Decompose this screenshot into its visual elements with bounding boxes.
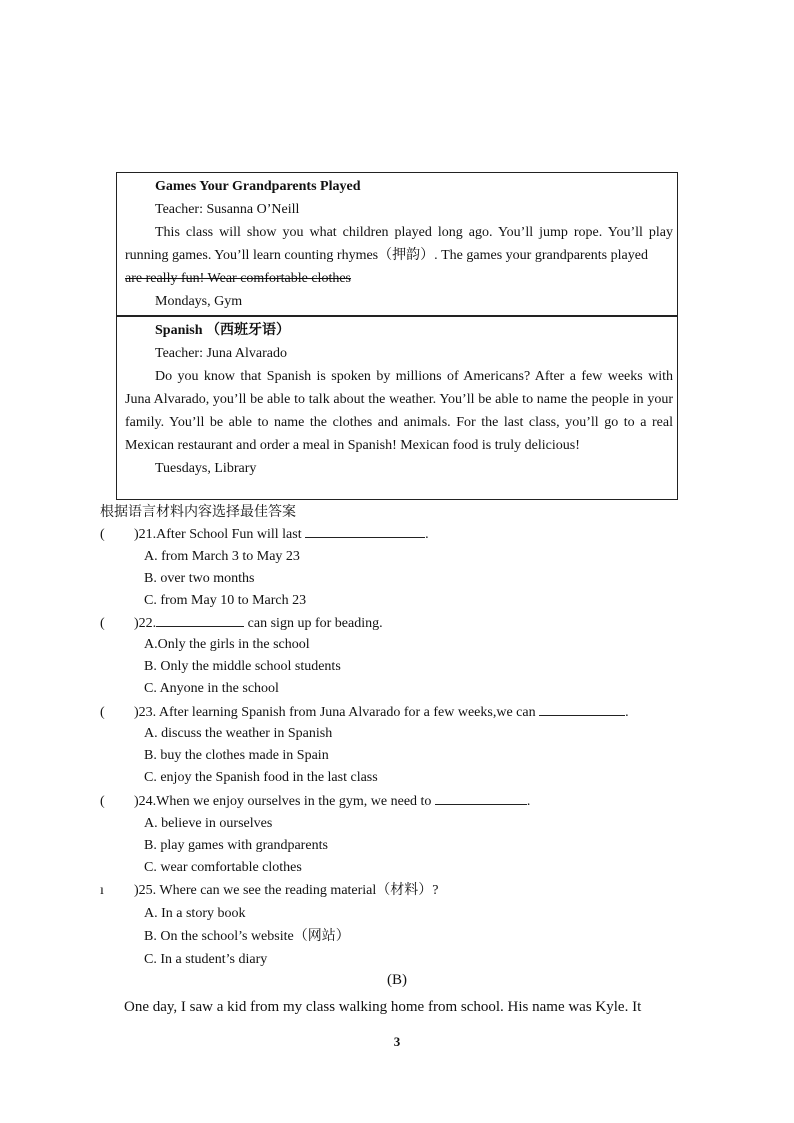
course-teacher: Teacher: Juna Alvarado [155, 346, 287, 361]
option-a[interactable]: A. believe in ourselves [144, 816, 273, 831]
answer-blank[interactable] [539, 701, 625, 716]
answer-paren[interactable]: ı [100, 883, 104, 898]
question-stem: )22. [134, 616, 157, 631]
answer-blank[interactable] [305, 523, 425, 538]
course-location: Mondays, Gym [155, 294, 243, 309]
option-a[interactable]: A. discuss the weather in Spanish [144, 726, 333, 741]
page-number: 3 [393, 1034, 401, 1049]
question-stem: )24.When we enjoy ourselves in the gym, we need to [134, 794, 432, 809]
option-c[interactable]: C. Anyone in the school [144, 681, 279, 696]
course-location: Tuesdays, Library [155, 461, 257, 476]
course-description: This class will show you what children played long ago. You’ll jump rope. You’ll play running games. You’ll learn counting rhymes（押韵）. The games your grandparents played [125, 225, 673, 263]
question-23 [100, 701, 690, 724]
question-stem-end: can sign up for beading. [247, 616, 383, 631]
answer-paren[interactable]: ( [100, 616, 105, 631]
question-25 [100, 880, 690, 902]
question-stem: )21.After School Fun will last [134, 527, 302, 542]
option-c[interactable]: C. In a student’s diary [144, 952, 268, 967]
answer-paren[interactable]: ( [100, 527, 105, 542]
option-b[interactable]: B. Only the middle school students [144, 659, 341, 674]
option-c[interactable]: C. wear comfortable clothes [144, 860, 302, 875]
question-21 [100, 523, 690, 546]
question-stem-end: . [425, 527, 429, 542]
question-stem-end: . [625, 705, 629, 720]
answer-blank[interactable] [156, 612, 244, 627]
option-a[interactable]: A. from March 3 to May 23 [144, 549, 300, 564]
instruction-text: 根据语言材料内容选择最佳答案 [100, 504, 296, 520]
course-card-spanish [116, 316, 678, 500]
option-a[interactable]: A.Only the girls in the school [144, 637, 310, 652]
option-b[interactable]: B. over two months [144, 571, 255, 586]
option-b[interactable]: B. play games with grandparents [144, 838, 328, 853]
answer-paren[interactable]: ( [100, 794, 105, 809]
course-teacher: Teacher: Susanna O’Neill [155, 202, 300, 217]
answer-paren[interactable]: ( [100, 705, 105, 720]
course-description: Do you know that Spanish is spoken by millions of Americans? After a few weeks with Juna Alvarado, you’ll be able to talk about the weather. You’ll be able to name the people in your family. You’ll be able to name the clothes and animals. For the last class, you’ll go to a real Mexican restaurant and order a meal in Spanish! Mexican food is truly delicious! [125, 369, 673, 453]
course-card-games [116, 172, 678, 316]
option-c[interactable]: C. enjoy the Spanish food in the last class [144, 770, 378, 785]
question-stem-end: . [526, 794, 531, 809]
passage-text: One day, I saw a kid from my class walking home from school. His name was Kyle. It [124, 999, 642, 1015]
answer-blank[interactable] [435, 790, 527, 805]
question-22 [100, 612, 690, 635]
question-stem: )25. Where can we see the reading material（材料）? [134, 883, 439, 898]
option-b[interactable]: B. buy the clothes made in Spain [144, 748, 329, 763]
course-title: Spanish （西班牙语） [155, 323, 290, 338]
option-c[interactable]: C. from May 10 to March 23 [144, 593, 307, 608]
question-stem: )23. After learning Spanish from Juna Alvarado for a few weeks,we can [134, 705, 536, 720]
section-heading: (B) [387, 972, 407, 988]
question-24 [100, 790, 690, 813]
option-a[interactable]: A. In a story book [144, 906, 246, 921]
course-title: Games Your Grandparents Played [155, 179, 361, 194]
option-b[interactable]: B. On the school’s website（网站） [144, 929, 350, 944]
course-description-struck: are really fun! Wear comfortable clothes [125, 271, 352, 286]
